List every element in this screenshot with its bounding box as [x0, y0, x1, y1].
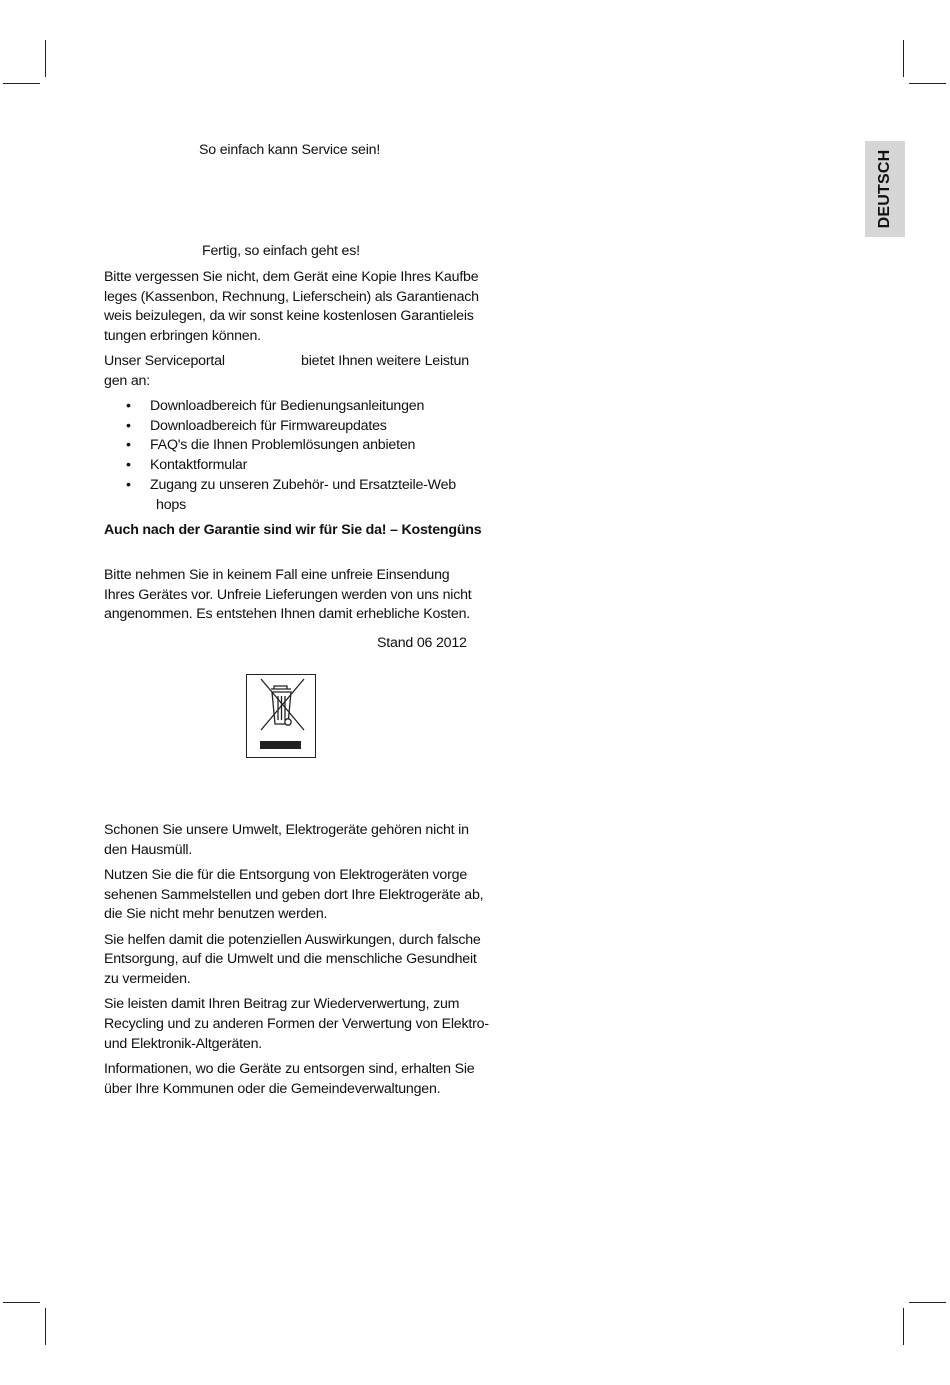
paragraph-line: angenommen. Es entstehen Ihnen damit erhebliche Kosten. [104, 606, 471, 622]
after-warranty-heading: Auch nach der Garantie sind wir für Sie da! – Kostengüns [104, 522, 482, 538]
paragraph-line: die Sie nicht mehr benutzen werden. [104, 906, 328, 922]
list-item [104, 476, 456, 515]
portal-text-left: Unser Serviceportal [104, 353, 225, 369]
list-item [104, 456, 456, 476]
paragraph-line: Sie leisten damit Ihren Beitrag zur Wiederverwertung, zum [104, 996, 460, 1012]
paragraph-line: Nutzen Sie die für die Entsorgung von Elektrogeräten vorge [104, 867, 468, 883]
list-item-text: Kontaktformular [150, 457, 248, 474]
crop-mark [3, 1302, 40, 1303]
paragraph-line: sehenen Sammelstellen und geben dort Ihre Elektrogeräte ab, [104, 887, 484, 903]
paragraph-line: Recycling und zu anderen Formen der Verwertung von Elektro- [104, 1016, 489, 1032]
list-item [104, 397, 456, 417]
list-item [104, 417, 456, 437]
bullet-icon: • [126, 398, 131, 414]
list-item [104, 436, 456, 456]
list-item-text: Downloadbereich für Bedienungsanleitungen [150, 398, 425, 414]
paragraph-line: den Hausmüll. [104, 842, 193, 858]
paragraph-line: Entsorgung, auf die Umwelt und die menschliche Gesundheit [104, 951, 477, 967]
list-item-text: FAQ's die Ihnen Problemlösungen anbieten [150, 437, 416, 454]
service-features-list [104, 397, 456, 515]
language-tab [865, 141, 905, 237]
done-heading: Fertig, so einfach geht es! [202, 243, 360, 259]
crop-mark [45, 40, 46, 77]
crop-mark [903, 40, 904, 77]
portal-text-line2: gen an: [104, 373, 150, 389]
paragraph-line: tungen erbringen können. [104, 328, 261, 344]
crop-mark [909, 1302, 946, 1303]
paragraph-line: Schonen Sie unsere Umwelt, Elektrogeräte gehören nicht in [104, 822, 469, 838]
paragraph-line: weis beizulegen, da wir sonst keine kostenlosen Garantieleis [104, 308, 474, 324]
bullet-icon: • [126, 437, 131, 454]
paragraph-line: Ihres Gerätes vor. Unfreie Lieferungen werden von uns nicht [104, 587, 472, 603]
crop-mark [909, 83, 946, 84]
portal-text-right: bietet Ihnen weitere Leistun [301, 353, 469, 369]
paragraph-line: über Ihre Kommunen oder die Gemeindeverwaltungen. [104, 1081, 441, 1097]
service-heading: So einfach kann Service sein! [199, 142, 381, 158]
revision-stand: Stand 06 2012 [377, 635, 467, 651]
list-item-text: Downloadbereich für Firmwareupdates [150, 417, 387, 434]
paragraph-line: zu vermeiden. [104, 971, 191, 987]
bullet-icon: • [126, 476, 131, 493]
wheelie-bin-svg [247, 675, 314, 756]
bullet-icon: • [126, 457, 131, 474]
list-item-text: Zugang zu unseren Zubehör- und Ersatzteile-Web [150, 476, 456, 493]
paragraph-line: Sie helfen damit die potenziellen Auswirkungen, durch falsche [104, 932, 481, 948]
list-item-continuation: hops [156, 496, 186, 513]
crop-mark [903, 1308, 904, 1345]
paragraph-line: und Elektronik-Altgeräten. [104, 1036, 263, 1052]
language-tab-label: DEUTSCH [876, 149, 893, 229]
bullet-icon: • [126, 417, 131, 434]
crop-mark [3, 83, 40, 84]
crop-mark [45, 1308, 46, 1345]
paragraph-line: Informationen, wo die Geräte zu entsorgen sind, erhalten Sie [104, 1061, 475, 1077]
paragraph-line: leges (Kassenbon, Rechnung, Lieferschein) als Garantienach [104, 289, 479, 305]
paragraph-line: Bitte nehmen Sie in keinem Fall eine unfreie Einsendung [104, 567, 450, 583]
paragraph-line: Bitte vergessen Sie nicht, dem Gerät eine Kopie Ihres Kaufbe [104, 269, 479, 285]
crossed-out-wheelie-bin-icon [246, 674, 316, 758]
